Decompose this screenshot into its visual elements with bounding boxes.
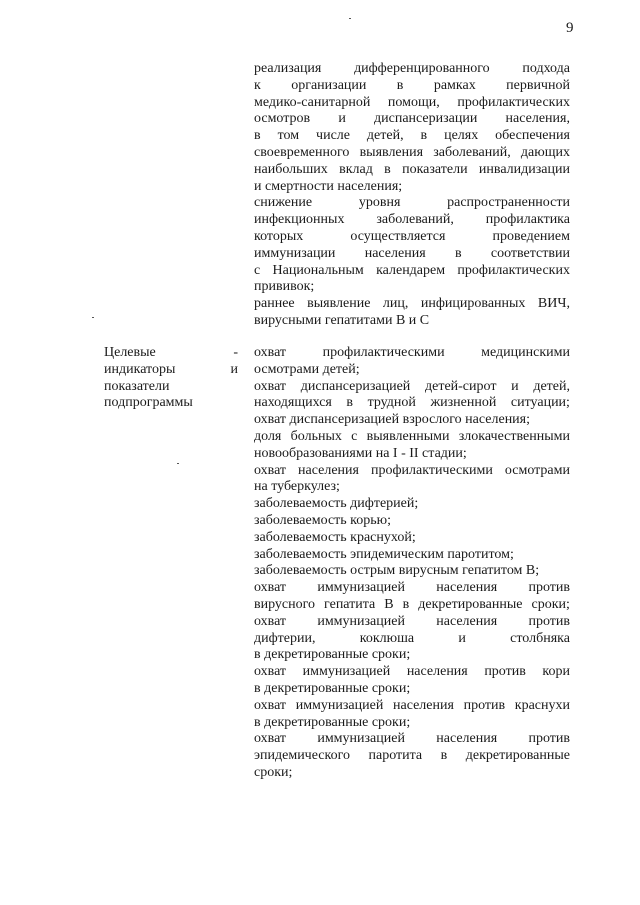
text-line: заболеваемость дифтерией;	[254, 496, 419, 512]
text-line: охват иммунизацией населения против краснухи	[254, 697, 570, 713]
text-line: охват иммунизацией населения против	[254, 731, 570, 747]
text-line: новообразованиями на I - II стадии;	[254, 445, 467, 461]
text-line: вирусными гепатитами В и С	[254, 313, 430, 328]
text-line: снижение уровня распространенности	[254, 195, 570, 211]
text-line: охват диспансеризацией детей-сирот и детей,	[254, 378, 570, 394]
text-line: охват иммунизацией населения против	[254, 580, 570, 596]
text-line: прививок;	[254, 279, 315, 295]
text-line: медико-санитарной помощи, профилактических	[254, 94, 570, 110]
text-line: раннее выявление лиц, инфицированных ВИЧ,	[254, 296, 570, 312]
text-line: сроки;	[254, 765, 293, 780]
text-line: в том числе детей, в целях обеспечения	[254, 128, 570, 144]
text-line: инфекционных заболеваний, профилактика	[254, 212, 570, 228]
text-line: доля больных с выявленными злокачественными	[254, 429, 570, 444]
text-line: которых осуществляется проведением	[254, 229, 570, 244]
text-line: заболеваемость краснухой;	[254, 529, 416, 545]
text-line: с Национальным календарем профилактических	[254, 262, 570, 278]
text-line: охват иммунизацией населения против кори	[254, 664, 570, 680]
text-line: заболеваемость острым вирусным гепатитом В;	[254, 563, 540, 579]
text-line: заболеваемость эпидемическим паротитом;	[254, 546, 514, 562]
text-line: Целевые -	[104, 345, 238, 360]
text-line: заболеваемость корью;	[254, 513, 391, 528]
text-line: показатели	[104, 378, 170, 394]
text-line: и смертности населения;	[254, 178, 403, 194]
text-line: охват иммунизацией населения против	[254, 613, 570, 629]
scan-speck	[177, 463, 179, 464]
text-line: вирусного гепатита В в декретированные сроки;	[254, 597, 570, 612]
text-line: осмотров и диспансеризации населения,	[254, 111, 570, 127]
scan-speck	[349, 18, 351, 19]
page-number: 9	[566, 20, 574, 36]
text-line: иммунизации населения в соответствии	[254, 245, 570, 261]
text-line: эпидемического паротита в декретированные	[254, 748, 570, 764]
text-line: в декретированные сроки;	[254, 714, 411, 730]
text-line: охват диспансеризацией взрослого населения;	[254, 412, 531, 428]
text-line: осмотрами детей;	[254, 361, 360, 377]
text-line: охват профилактическими медицинскими	[254, 345, 570, 360]
text-line: реализация дифференцированного подхода	[254, 61, 570, 76]
text-line: наибольших вклад в показатели инвалидизации	[254, 161, 570, 177]
text-line: находящихся в трудной жизненной ситуации;	[254, 395, 570, 411]
text-line: в декретированные сроки;	[254, 647, 411, 663]
text-line: подпрограммы	[104, 395, 193, 411]
scan-speck	[92, 317, 94, 318]
text-line: дифтерии, коклюша и столбняка	[254, 630, 570, 646]
text-line: своевременного выявления заболеваний, дающих	[254, 145, 570, 160]
text-line: индикаторы и	[104, 361, 238, 377]
text-line: в декретированные сроки;	[254, 681, 411, 696]
text-line: охват населения профилактическими осмотрами	[254, 462, 570, 478]
text-line: к организации в рамках первичной	[254, 77, 570, 93]
text-line: на туберкулез;	[254, 479, 340, 495]
